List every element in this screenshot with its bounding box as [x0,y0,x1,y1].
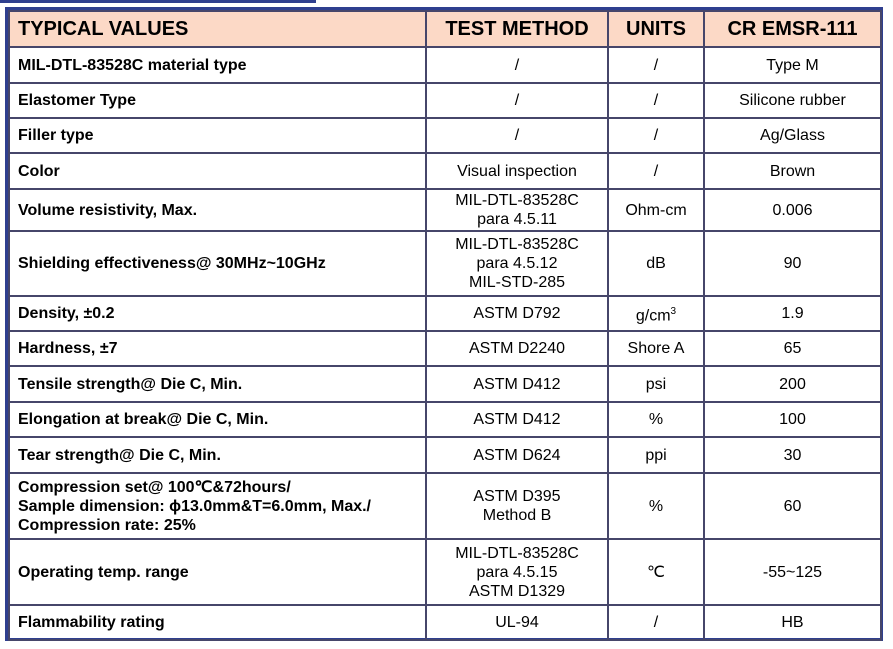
test-method-cell [426,83,608,118]
table-row [9,231,881,296]
value-cell: 30 [704,437,881,473]
property-label: Hardness, ±7 [18,340,118,357]
property-label: Flammability rating [18,614,165,631]
test-method-text: MIL-STD-285 [468,274,566,291]
unit-text: Shore A [627,340,685,357]
unit-superscript: 3 [670,305,677,317]
unit-cell [608,331,704,366]
table-row [9,331,881,366]
property-cell [9,437,426,473]
header-test-method: TEST METHOD [426,11,608,47]
unit-cell [608,605,704,640]
table-row [9,605,881,640]
test-method-text: para 4.5.15 [476,563,558,581]
table-row [9,539,881,605]
value-cell: Ag/Glass [704,118,881,153]
property-label: Density, ±0.2 [18,305,115,322]
value-cell: 100 [704,402,881,437]
unit-text: / [653,92,659,109]
unit-cell [608,118,704,153]
test-method-cell [426,331,608,366]
property-label: Compression rate: 25% [18,516,196,534]
property-cell [9,331,426,366]
unit-cell [608,231,704,296]
unit-text: Ohm-cm [625,201,687,219]
property-label: MIL-DTL-83528C material type [18,56,247,74]
property-cell [9,605,426,640]
property-cell [9,473,426,539]
header-row [9,11,881,47]
table-row [9,47,881,83]
unit-cell [608,437,704,473]
test-method-cell [426,189,608,231]
test-method-cell [426,47,608,83]
top-accent-rule [0,0,316,3]
unit-text: ℃ [647,563,665,581]
test-method-text: MIL-DTL-83528C [455,192,579,209]
unit-text: / [653,56,659,74]
test-method-text: / [514,92,520,109]
unit-text: ppi [645,446,667,464]
property-cell [9,296,426,331]
value-cell: 65 [704,331,881,366]
unit-text: % [648,411,664,428]
test-method-text: ASTM D2240 [468,340,566,357]
value-cell: HB [704,605,881,640]
unit-cell [608,296,704,331]
unit-text: dB [646,255,666,272]
property-cell [9,539,426,605]
property-cell [9,366,426,402]
property-label: Color [18,162,60,180]
table-row [9,437,881,473]
property-label: Compression set@ 100℃&72hours/ [18,478,291,496]
unit-text: / [653,127,659,144]
table-row [9,83,881,118]
test-method-cell [426,402,608,437]
test-method-cell [426,473,608,539]
property-label: Tear strength@ Die C, Min. [18,446,221,464]
property-label: Tensile strength@ Die C, Min. [18,375,243,393]
table-row [9,118,881,153]
test-method-text: ASTM D624 [473,446,561,464]
test-method-text: / [514,127,520,144]
test-method-cell [426,437,608,473]
test-method-cell [426,366,608,402]
property-cell [9,118,426,153]
unit-text: / [653,614,659,631]
test-method-text: MIL-DTL-83528C [455,544,579,562]
header-product: CR EMSR-111 [704,11,881,47]
property-cell [9,231,426,296]
value-cell: 0.006 [704,189,881,231]
test-method-text: ASTM D1329 [468,582,566,600]
unit-cell [608,402,704,437]
value-cell: Brown [704,153,881,189]
test-method-text: ASTM D412 [473,411,561,428]
test-method-text: UL-94 [495,614,539,631]
property-cell [9,47,426,83]
test-method-cell [426,153,608,189]
unit-cell [608,473,704,539]
test-method-text: / [514,56,520,74]
header-units: UNITS [608,11,704,47]
unit-cell [608,83,704,118]
property-cell [9,153,426,189]
value-cell: Type M [704,47,881,83]
property-cell [9,189,426,231]
test-method-cell [426,118,608,153]
unit-text: psi [645,375,667,393]
property-cell [9,402,426,437]
table-row [9,473,881,539]
test-method-text: ASTM D395 [473,488,561,505]
unit-cell [608,539,704,605]
property-cell [9,83,426,118]
property-label: Elongation at break@ Die C, Min. [18,411,269,428]
test-method-text: MIL-DTL-83528C [455,236,579,253]
value-cell: Silicone rubber [704,83,881,118]
property-label: Filler type [18,127,94,144]
property-label: Operating temp. range [18,563,189,581]
unit-text: g/cm [635,307,671,325]
table-row [9,189,881,231]
table-row [9,366,881,402]
typical-values-table [8,10,882,641]
property-label: Sample dimension: ϕ13.0mm&T=6.0mm, Max./ [18,497,371,515]
table-row [9,153,881,189]
property-label: Shielding effectiveness@ 30MHz~10GHz [18,255,326,272]
unit-cell [608,189,704,231]
unit-text: / [653,162,659,180]
test-method-cell [426,539,608,605]
test-method-text: ASTM D412 [473,375,561,393]
test-method-cell [426,605,608,640]
value-cell: 60 [704,473,881,539]
test-method-text: para 4.5.11 [477,211,557,228]
test-method-cell [426,231,608,296]
property-label: Volume resistivity, Max. [18,201,198,219]
value-cell: 1.9 [704,296,881,331]
value-cell: 200 [704,366,881,402]
property-label: Elastomer Type [18,92,136,109]
value-cell: 90 [704,231,881,296]
test-method-text: para 4.5.12 [476,255,558,272]
test-method-text: Visual inspection [457,162,577,180]
test-method-cell [426,296,608,331]
unit-cell [608,366,704,402]
header-typical-values: TYPICAL VALUES [9,11,426,47]
unit-cell [608,153,704,189]
unit-text: % [648,497,664,515]
table-row [9,296,881,331]
table-row [9,402,881,437]
unit-cell [608,47,704,83]
test-method-text: ASTM D792 [473,305,561,322]
test-method-text: Method B [482,507,552,524]
value-cell: -55~125 [704,539,881,605]
